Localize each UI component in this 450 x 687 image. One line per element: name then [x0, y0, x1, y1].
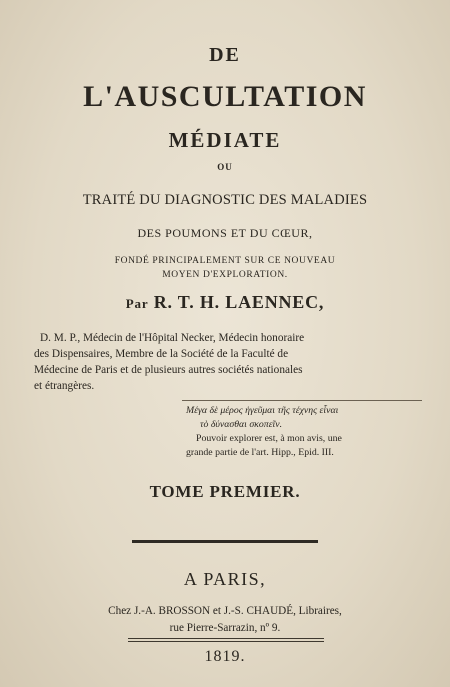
title-mediate: MÉDIATE — [168, 128, 282, 152]
epigraph-greek-line: Μέγα δὲ μέρος ἡγεῦμαι τῆς τέχνης εἶναι — [186, 405, 339, 416]
publisher: Chez J.-A. BROSSON et J.-S. CHAUDÉ, Libraires, — [108, 605, 342, 617]
divider-rule — [132, 540, 318, 543]
epigraph-french-line: Pouvoir explorer est, à mon avis, une — [196, 433, 342, 444]
epigraph-french-line: grande partie de l'art. Hipp., Epid. III. — [186, 447, 334, 458]
title-de: DE — [209, 44, 241, 66]
city: A PARIS, — [183, 569, 267, 589]
epigraph — [186, 404, 436, 460]
fonde-line-1: FONDÉ PRINCIPALEMENT SUR CE NOUVEAU — [114, 256, 336, 266]
author-name: R. T. H. LAENNEC, — [153, 292, 325, 312]
credentials-line: des Dispensaires, Membre de la Société de la Faculté de — [34, 348, 289, 360]
imprint-rule-top — [128, 638, 324, 639]
fonde-line-2: MOYEN D'EXPLORATION. — [162, 270, 288, 280]
author-line — [0, 292, 450, 313]
publisher-address: rue Pierre-Sarrazin, nº 9. — [169, 622, 281, 634]
main-title: L'AUSCULTATION — [83, 80, 367, 113]
author-credentials — [34, 330, 424, 394]
credentials-line: et étrangères. — [34, 380, 95, 392]
imprint-rule-bottom — [128, 641, 324, 642]
epigraph-greek-line: τὸ δύνασθαι σκοπεῖν. — [200, 419, 283, 430]
subtitle-organs: DES POUMONS ET DU CŒUR, — [137, 226, 313, 240]
epigraph-rule — [182, 400, 422, 401]
volume-label: TOME PREMIER. — [149, 482, 301, 501]
par-label: Par — [125, 296, 149, 311]
credentials-line: D. M. P., Médecin de l'Hôpital Necker, Médecin honoraire — [40, 332, 305, 344]
subtitle: TRAITÉ DU DIAGNOSTIC DES MALADIES — [82, 192, 368, 208]
credentials-line: Médecine de Paris et de plusieurs autres sociétés nationales — [34, 364, 303, 376]
title-ou: OU — [217, 162, 233, 172]
publication-year: 1819. — [204, 648, 246, 665]
